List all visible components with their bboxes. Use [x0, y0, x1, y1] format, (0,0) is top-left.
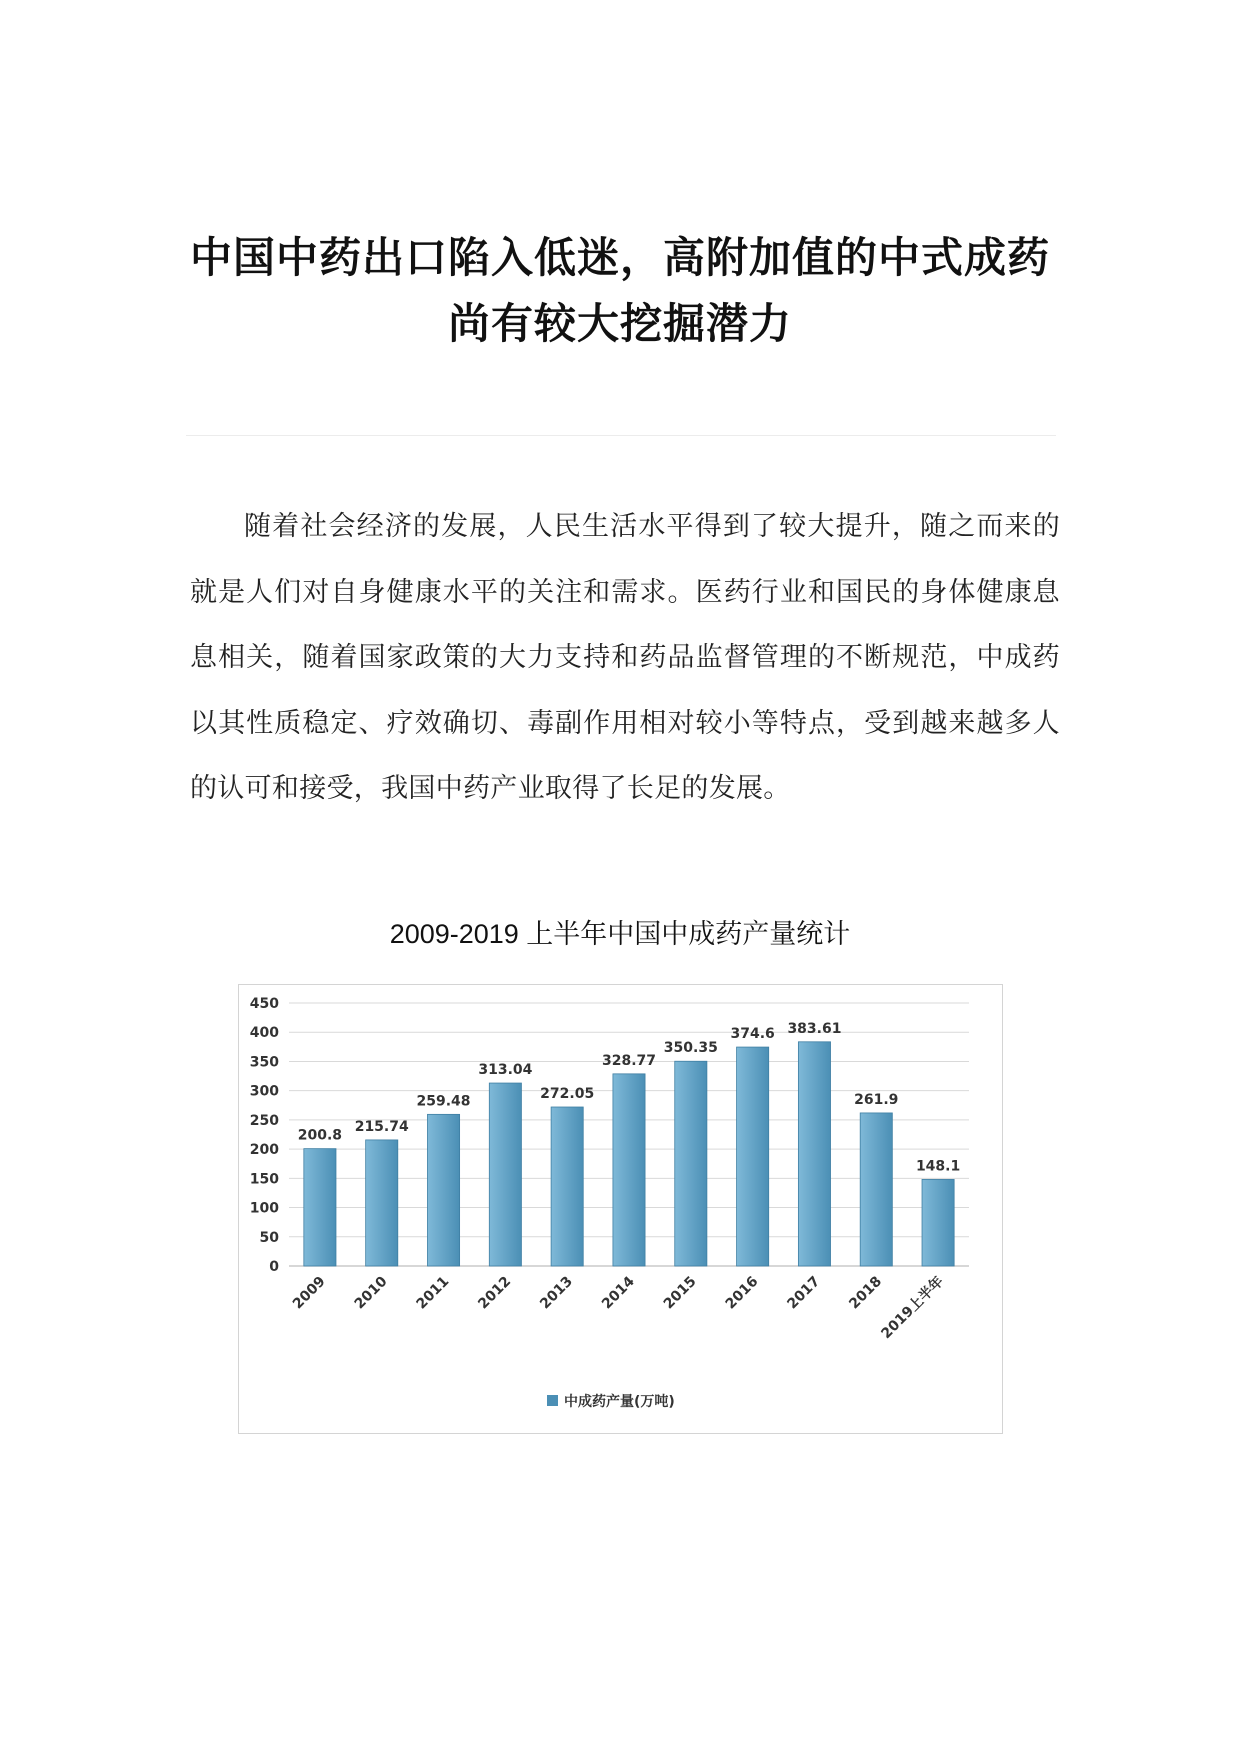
y-tick-label: 100: [249, 1200, 279, 1217]
article-title-line-1: 中国中药出口陷入低迷，高附加值的中式成药: [189, 233, 1050, 283]
bar-value-label: 374.6: [730, 1026, 775, 1043]
article-paragraph: 随着社会经济的发展，人民生活水平得到了较大提升，随之而来的就是人们对自身健康水平的关注和需求。医药行业和国民的身体健康息息相关，随着国家政策的大力支持和药品监督管理的不断规范，中成药以其性质稳定、疗效确切、毒副作用相对较小等特点，受到越来越多人的认可和接受，我国中药产业取得了长足的发展。: [190, 511, 1060, 804]
x-tick-label: 2015: [660, 1273, 700, 1313]
x-tick-label: 2014: [598, 1273, 638, 1313]
bar-value-label: 259.48: [416, 1093, 471, 1110]
bar-value-label: 328.77: [601, 1052, 657, 1069]
x-tick-label: 2010: [351, 1273, 391, 1313]
bar: [613, 1074, 645, 1266]
bar-value-label: 261.9: [854, 1091, 899, 1108]
bar-value-label: 383.61: [787, 1020, 842, 1037]
bar-value-label: 313.04: [478, 1062, 533, 1079]
x-tick-label: 2017: [784, 1273, 824, 1313]
y-tick-label: 400: [249, 1025, 279, 1042]
chart-frame: [238, 984, 1003, 1434]
bar: [922, 1179, 954, 1266]
bar-value-label: 350.35: [663, 1040, 718, 1057]
chart-heading: 2009-2019 上半年中国中成药产量统计: [389, 919, 851, 949]
article-title-line-2: 尚有较大挖掘潜力: [447, 299, 792, 349]
y-tick-label: 50: [259, 1229, 279, 1246]
bar-chart: [239, 985, 1001, 1432]
bar-value-label: 272.05: [540, 1086, 595, 1103]
legend-label: 中成药产量(万吨): [564, 1394, 675, 1410]
x-tick-label: 2011: [413, 1273, 453, 1313]
y-tick-label: 300: [249, 1083, 279, 1100]
title-divider: [186, 435, 1056, 436]
legend-swatch: [547, 1395, 558, 1406]
x-tick-label: 2019上半年: [878, 1273, 947, 1343]
bar: [551, 1107, 583, 1266]
x-tick-label: 2013: [537, 1273, 577, 1313]
y-tick-label: 0: [269, 1259, 279, 1275]
y-tick-label: 200: [249, 1142, 279, 1159]
y-tick-label: 250: [249, 1112, 279, 1129]
bar: [737, 1047, 769, 1266]
bar: [489, 1083, 521, 1266]
bar: [366, 1140, 398, 1266]
x-tick-label: 2009: [289, 1273, 329, 1313]
bar: [860, 1113, 892, 1266]
bar: [304, 1149, 336, 1266]
bar: [798, 1042, 830, 1266]
y-tick-label: 150: [249, 1171, 279, 1188]
x-tick-label: 2016: [722, 1273, 762, 1313]
x-tick-label: 2012: [475, 1273, 515, 1313]
bar: [427, 1114, 459, 1266]
bar: [675, 1061, 707, 1266]
bar-value-label: 200.8: [297, 1127, 343, 1144]
y-tick-label: 450: [249, 996, 279, 1012]
bar-value-label: 215.74: [354, 1118, 409, 1135]
bar-value-label: 148.1: [915, 1158, 961, 1175]
x-tick-label: 2018: [846, 1273, 886, 1313]
y-tick-label: 350: [249, 1054, 279, 1071]
